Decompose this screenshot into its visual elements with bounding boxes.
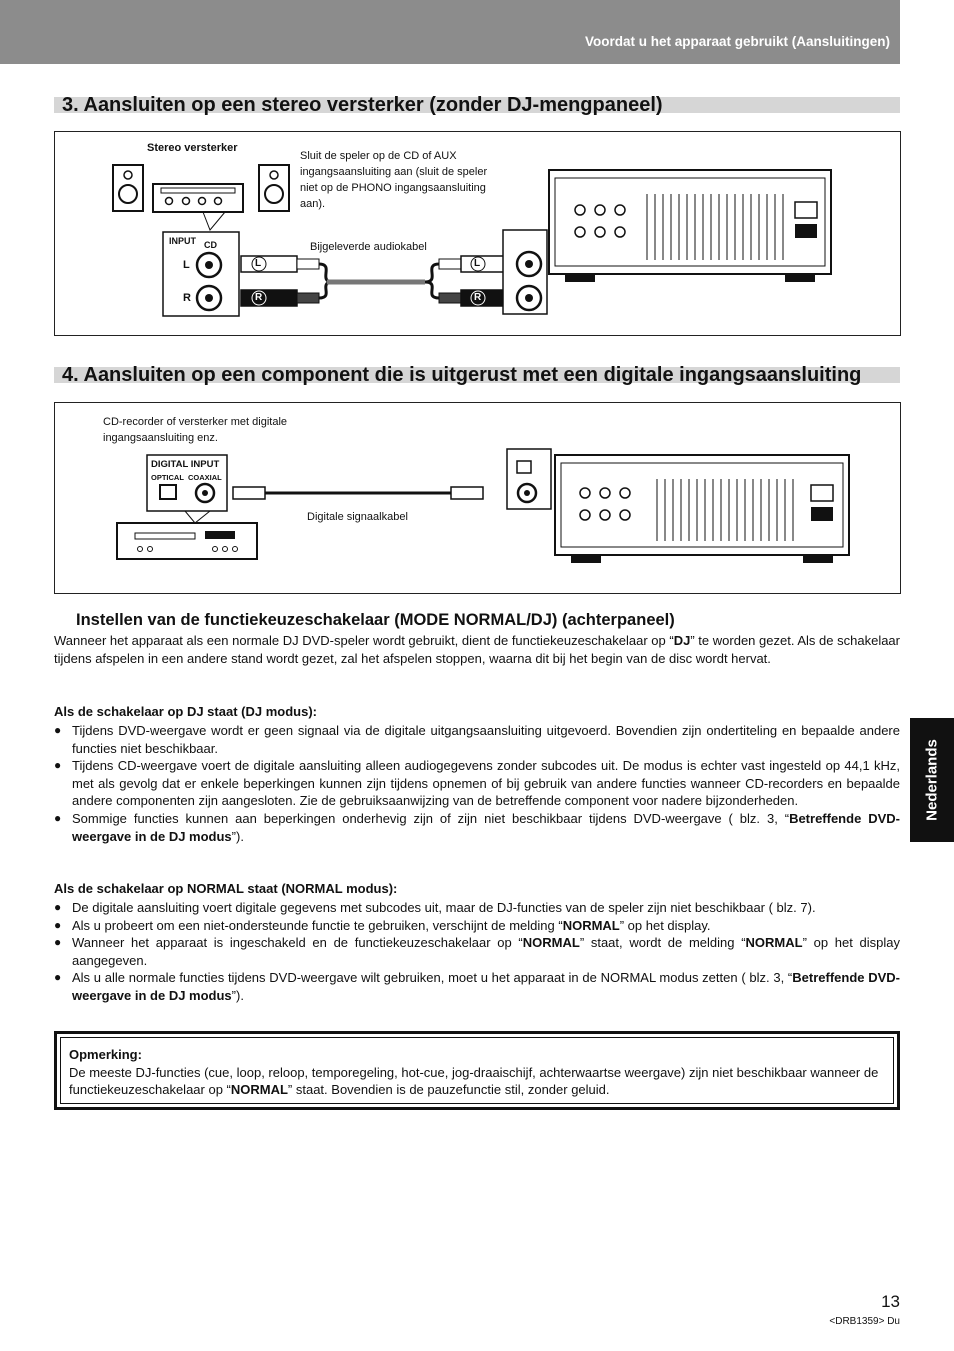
- bold-term: NORMAL: [745, 935, 803, 951]
- label-digital-input: DIGITAL INPUT: [151, 459, 220, 470]
- text-run: ” te worden gezet. Als de schakelaar tijdens afspelen in een andere stand wordt gezet, zal het afspelen stoppen, waarna dit bij het begin van de disc wordt hervat.: [54, 633, 900, 666]
- note-inner: [60, 1037, 894, 1104]
- recorder-display: [205, 531, 235, 539]
- text-run: De meeste DJ-functies (cue, loop, reloop, temporegeling, hot-cue, jog-draaischijf, achterwaartse weergave) zijn niet beschikbaar wanneer de functiekeuzeschakelaar op “: [69, 1064, 879, 1098]
- left-speaker: [113, 165, 143, 211]
- right-speaker: [259, 165, 289, 211]
- input-jack-r-core: [205, 294, 213, 302]
- output-jack-r-core: [525, 294, 533, 302]
- language-label: Nederlands: [923, 739, 941, 821]
- player-rear-panel-2: [555, 455, 849, 555]
- coax-plug-left: [233, 487, 265, 499]
- player-mode-switch: [795, 224, 817, 238]
- label-audio-cable: Bijgeleverde audiokabel: [310, 241, 427, 253]
- plug-l-label-right: L: [474, 258, 481, 269]
- section-3-title-band: [54, 94, 900, 116]
- bullet-item: [54, 722, 900, 757]
- plug-r-label-left: R: [255, 292, 263, 303]
- label-r: R: [183, 292, 191, 304]
- plug-r-left: [241, 290, 297, 306]
- amplifier-callout: [203, 212, 225, 230]
- label-input: INPUT: [169, 236, 196, 246]
- bullet-item: [54, 969, 900, 1004]
- label-digital-cable: Digitale signaalkabel: [307, 511, 408, 523]
- text-run: ” staat. Bovendien is de pauzefunctie stil, zonder geluid.: [287, 1082, 610, 1098]
- plug-l-label-left: L: [255, 258, 262, 269]
- player-coaxial-out-core: [524, 490, 530, 496]
- header-band: [0, 0, 900, 64]
- label-cd: CD: [204, 240, 217, 250]
- text-run: Tijdens DVD-weergave wordt er geen signaal via de digitale uitgangsaansluiting uitgevoerd. Bovendien zijn ondertiteling en bepaalde andere functies niet beschikbaar.: [72, 723, 900, 756]
- text-run: De digitale aansluiting voert digitale gegevens met subcodes uit, maar de DJ-functies van de speler zijn niet beschikbaar ( blz. 7).: [72, 900, 816, 915]
- bold-term: DJ: [673, 633, 691, 648]
- player-foot-right-2: [803, 555, 833, 563]
- language-side-tab: [910, 718, 954, 842]
- bold-term: NORMAL: [230, 1082, 288, 1098]
- text-run: Wanneer het apparaat is ingeschakeld en de functiekeuzeschakelaar op “: [72, 935, 523, 951]
- note-box: [54, 1031, 900, 1110]
- player-mode-switch-2: [811, 507, 833, 521]
- normal-mode-list: [54, 899, 900, 1005]
- text-run: ” op het display aangegeven.: [72, 935, 900, 968]
- stereo-amplifier-diagram: [54, 131, 901, 336]
- plug-r-sleeve-left: [297, 293, 319, 303]
- text-run: Als u alle normale functies tijdens DVD-weergave wilt gebruiken, moet u het apparaat in de NORMAL modus zetten ( blz. 3, “: [72, 970, 793, 986]
- mode-switch-heading: Instellen van de functiekeuzeschakelaar (MODE NORMAL/DJ) (achterpaneel): [76, 611, 675, 629]
- bullet-item: [54, 934, 900, 969]
- plug-l-left: [241, 256, 297, 272]
- audio-cable-right-l: [425, 264, 439, 282]
- bold-term: NORMAL: [522, 935, 580, 951]
- label-stereo-amplifier: Stereo versterker: [147, 142, 238, 154]
- label-connection-instruction: Sluit de speler op de CD of AUX ingangsaansluiting aan (sluit de speler niet op de PHONO ingangsaansluiting aan).: [300, 150, 488, 210]
- audio-cable-right-r: [425, 282, 439, 298]
- output-jack-l-core: [525, 260, 533, 268]
- header-title: Voordat u het apparaat gebruikt (Aansluitingen): [584, 34, 890, 49]
- input-jack-l-core: [205, 261, 213, 269]
- bullet-item: [54, 810, 900, 845]
- note-text: [69, 1064, 885, 1099]
- label-l: L: [183, 259, 190, 271]
- note-title: Opmerking:: [69, 1047, 142, 1062]
- plug-r-label-right: R: [474, 292, 482, 303]
- player-foot-left: [565, 274, 595, 282]
- player-digital-output-panel: [507, 449, 551, 509]
- plug-l-sleeve-right: [439, 259, 461, 269]
- bullet-item: [54, 917, 900, 935]
- recorder-callout: [185, 511, 210, 523]
- text-run: Wanneer het apparaat als een normale DJ DVD-speler wordt gebruikt, dient de functiekeuzeschakelaar op “: [54, 633, 674, 648]
- label-optical: OPTICAL: [151, 473, 184, 482]
- section-4-title: 4. Aansluiten op een component die is uitgerust met een digitale ingangsaansluiting: [62, 364, 862, 386]
- text-run: Sommige functies kunnen aan beperkingen onderhevig zijn of zijn niet beschikbaar tijdens DVD-weergave ( blz. 3, “: [72, 810, 790, 826]
- player-foot-right: [785, 274, 815, 282]
- text-run: ”).: [231, 828, 244, 844]
- text-run: Tijdens CD-weergave voert de digitale aansluiting alleen audiogegevens zonder subcodes uit. De modus is echter vast ingesteld op 44,1 kHz, met als gevolg dat er enkele beperkingen kunnen zijn tijdens opnemen of bij gebruik van andere functies wanneer CD-recorders en bepaalde andere componenten zijn aangesloten. Zie de gebruiksaanwijzing van de betreffende component voor nadere bijzonderheden.: [72, 758, 900, 809]
- bold-term: Betreffende DVD-weergave in de DJ modus: [72, 970, 901, 1003]
- text-run: ”).: [231, 987, 244, 1003]
- document-code: <DRB1359> Du: [829, 1316, 900, 1327]
- bold-term: Betreffende DVD-weergave in de DJ modus: [72, 810, 900, 844]
- page-number: 13: [881, 1292, 900, 1311]
- label-recorder: CD-recorder of versterker met digitale ingangsaansluiting enz.: [103, 416, 288, 444]
- text-run: ” staat, wordt de melding “: [579, 935, 746, 951]
- section-3-title: 3. Aansluiten op een stereo versterker (zonder DJ-mengpaneel): [62, 94, 663, 116]
- bold-term: NORMAL: [562, 917, 620, 933]
- normal-mode-heading: Als de schakelaar op NORMAL staat (NORMAL modus):: [54, 881, 398, 896]
- plug-r-sleeve-right: [439, 293, 461, 303]
- plug-l-sleeve-left: [297, 259, 319, 269]
- digital-input-diagram: [54, 402, 901, 594]
- coax-plug-right: [451, 487, 483, 499]
- player-rear-panel: [549, 170, 831, 274]
- label-coaxial: COAXIAL: [188, 473, 222, 482]
- mode-intro-paragraph: [54, 632, 900, 667]
- dj-mode-list: [54, 722, 900, 845]
- text-run: Als u probeert om een niet-ondersteunde functie te gebruiken, verschijnt de melding “: [72, 917, 563, 933]
- bullet-item: [54, 899, 900, 917]
- section-4-title-band: [54, 364, 900, 386]
- bullet-item: [54, 757, 900, 810]
- player-foot-left-2: [571, 555, 601, 563]
- text-run: ” op het display.: [619, 917, 711, 933]
- coaxial-jack-core: [202, 490, 208, 496]
- recorder-body: [117, 523, 257, 559]
- dj-mode-heading: Als de schakelaar op DJ staat (DJ modus):: [54, 704, 317, 719]
- audio-cable-left-l: [319, 264, 333, 282]
